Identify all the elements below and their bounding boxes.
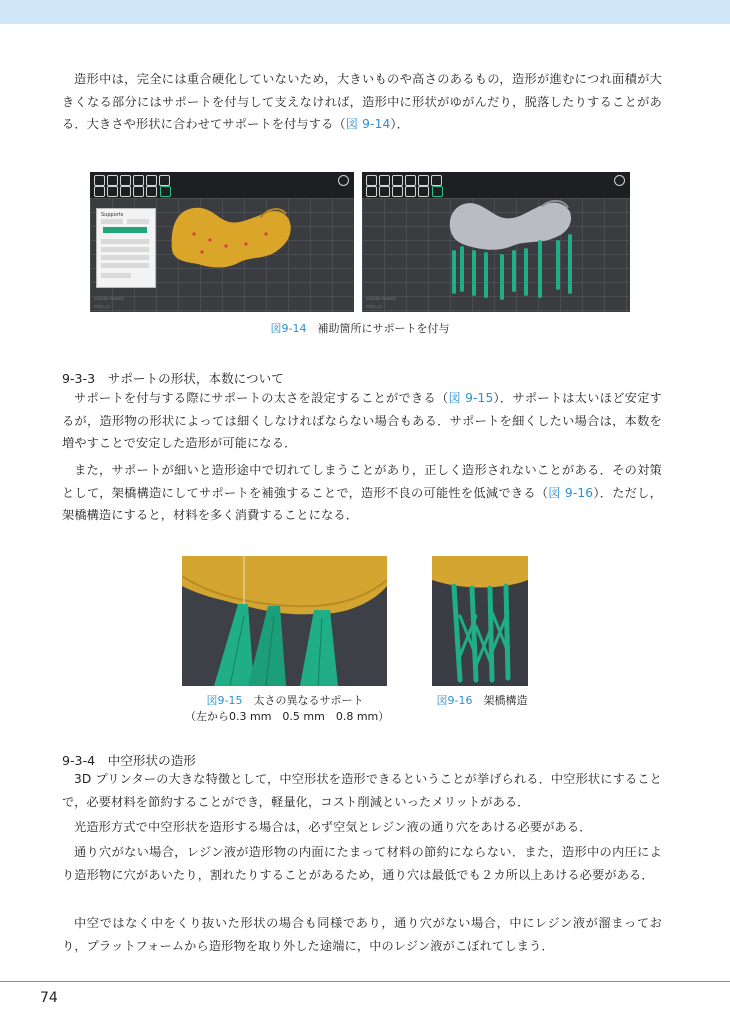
status-readout: ▭▭ ▭: [94, 304, 110, 310]
fig-9-15-title: 太さの異なるサポート: [253, 694, 364, 707]
fig-9-15-subtitle: （左から0.3 mm 0.5 mm 0.8 mm）: [185, 710, 390, 723]
paragraph-text-end: ）．サポートは太いほど安定するが，造形物の形状によっては細くしなければならない場合もある．サポートを細くしたい場合は，本数を増やすことで安定した造形が可能になる．: [62, 391, 663, 451]
footer-rule: [0, 981, 730, 982]
section-9-3-3-paragraph-1: [62, 387, 662, 455]
fig-9-15-number: 図9-15: [206, 694, 243, 707]
fig-9-14-screenshot-left: [90, 172, 354, 312]
page-number: 74: [40, 990, 58, 1006]
header-band: [0, 0, 730, 24]
fig-9-16-photo: [432, 556, 528, 686]
fig-9-16-caption: [430, 692, 534, 708]
supports-panel-title: Supports: [101, 212, 124, 218]
section-9-3-4-paragraph-3: 通り穴がない場合，レジン液が造形物の内面にたまって材料の節約にならない．また，造形中の内圧により造形物に穴があいたり，割れたりすることがあるため，通り穴は最低でも２カ所以上あける必要がある．: [62, 845, 662, 882]
section-heading-9-3-4: 9-3-4 中空形状の造形: [62, 753, 196, 768]
fig-9-16-number: 図9-16: [436, 694, 473, 707]
cross-bracing-supports-render: [432, 556, 528, 686]
dental-model-gray-with-supports: [362, 172, 630, 312]
intro-paragraph: [62, 68, 662, 136]
dental-model-gold: [90, 172, 354, 312]
fig-9-15-photo: [182, 556, 387, 686]
fig-9-14-title: 補助箇所にサポートを付与: [317, 322, 450, 335]
thick-supports-render: [182, 556, 387, 686]
fig-9-16-reference[interactable]: 図 9-16: [548, 485, 594, 500]
section-9-3-4-paragraph-4: 中空ではなく中をくり抜いた形状の場合も同様であり，通り穴がない場合，中にレジン液が溜まっており，プラットフォームから造形物を取り外した途端に，中のレジン液がこぼれてしまう．: [62, 916, 662, 953]
section-heading-9-3-3: 9-3-3 サポートの形状，本数について: [62, 371, 284, 386]
fig-9-14-number: 図9-14: [270, 322, 307, 335]
paragraph-text-end: ）．ただし，架橋構造にすると，材料を多く消費することになる．: [62, 485, 662, 523]
section-9-3-4-paragraph-2: 光造形方式で中空形状を造形する場合は，必ず空気とレジン液の通り穴をあける必要がある．: [74, 820, 592, 834]
paragraph-text: サポートを付与する際にサポートの太さを設定することができる（: [74, 391, 449, 405]
intro-text: 造形中は，完全には重合硬化していないため，大きいものや高さのあるもの，造形が進むにつれ面積が大きくなる部分にはサポートを付与して支えなければ，造形中に形状がゆがんだり，脱落したりすることがある．大きさや形状に合わせてサポートを付与する（: [62, 72, 662, 132]
section-9-3-3-paragraph-2: [62, 459, 662, 527]
fig-9-15-reference[interactable]: 図 9-15: [448, 391, 494, 405]
fig-9-14-caption: [260, 320, 460, 336]
fig-9-14-reference[interactable]: 図 9-14: [345, 117, 391, 132]
paragraph-text: また，サポートが細いと造形途中で切れてしまうことがあり，正しく造形されないことがある．その対策として，架橋構造にしてサポートを補強することで，造形不良の可能性を低減できる（: [62, 463, 662, 500]
status-readout: ▭▭▭ ▭▭▭: [94, 296, 124, 302]
intro-text-end: ）．: [390, 117, 409, 132]
fig-9-15-caption: [185, 692, 390, 724]
status-readout: ▭▭ ▭: [366, 304, 382, 310]
fig-9-16-title: 架橋構造: [483, 694, 528, 707]
section-9-3-4-paragraph-1: 3D プリンターの大きな特徴として，中空形状を造形できるということが挙げられる．中空形状にすることで，必要材料を節約することができ，軽量化，コスト削減といったメリットがある．: [62, 772, 662, 809]
fig-9-14-screenshot-right: [362, 172, 630, 312]
status-readout: ▭▭▭ ▭▭▭: [366, 296, 396, 302]
